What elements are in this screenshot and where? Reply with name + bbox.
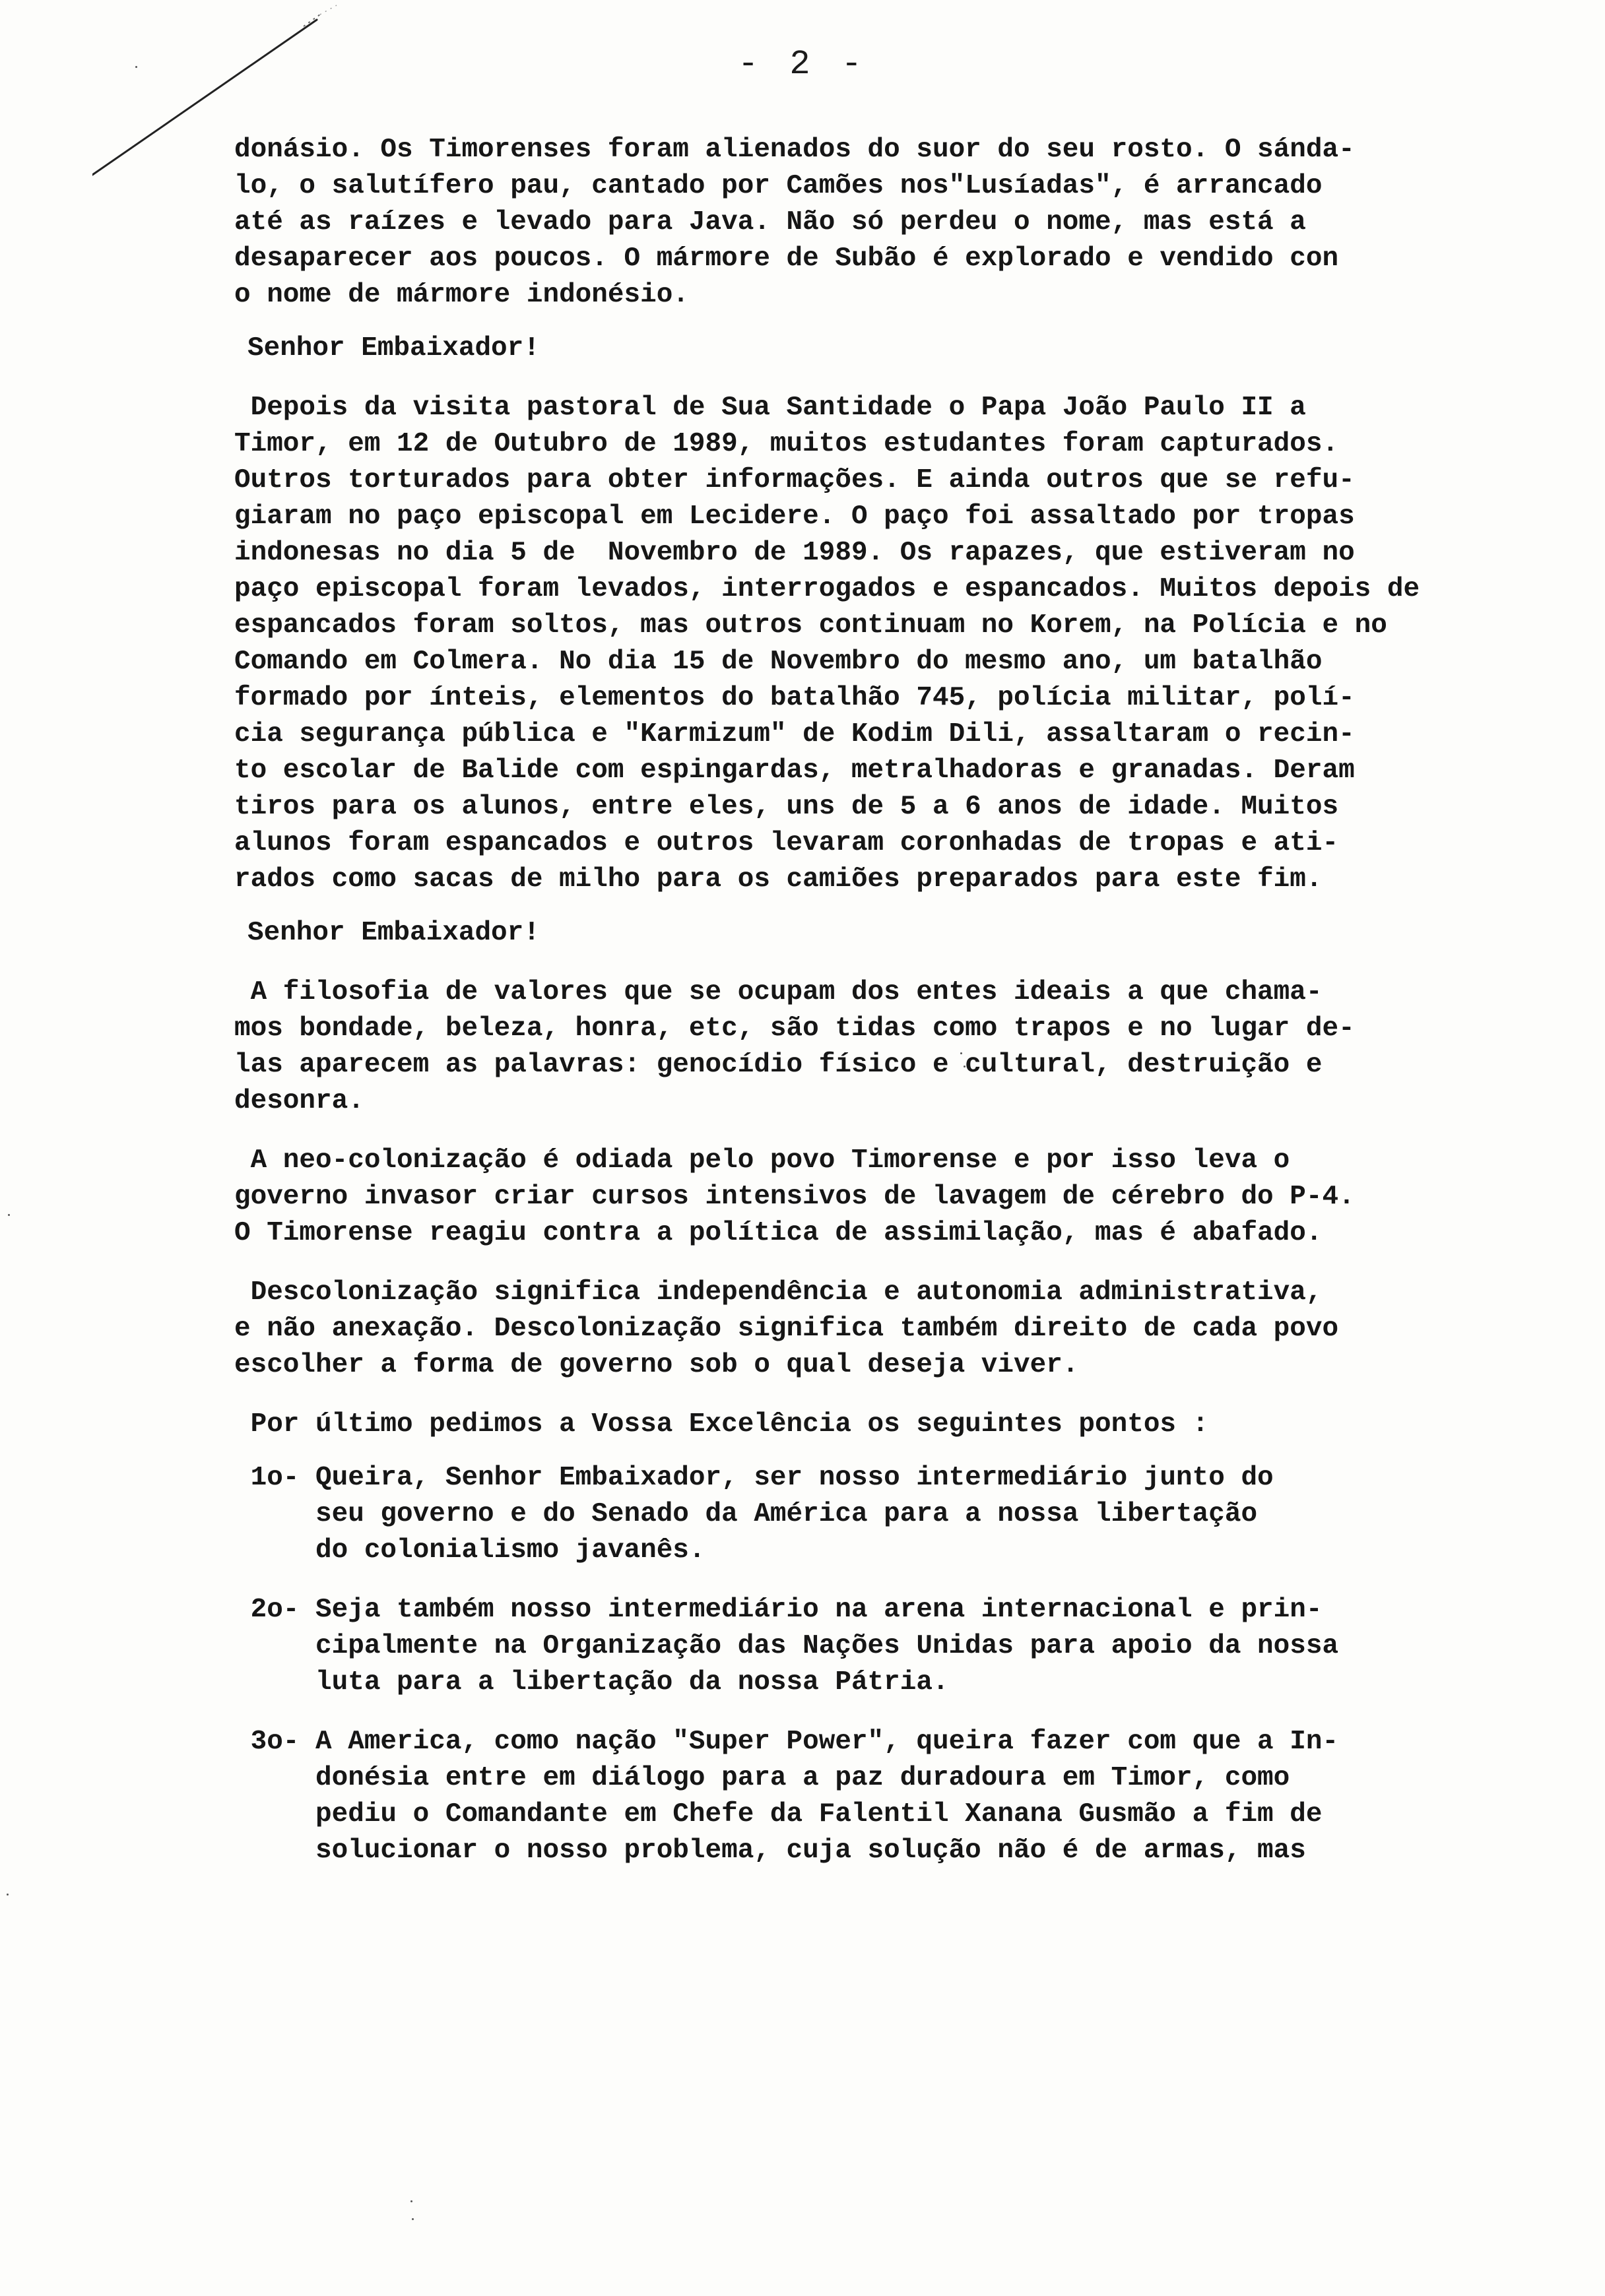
text-line: cia segurança pública e "Karmizum" de Kodim Dili, assaltaram o recin- xyxy=(234,719,1355,749)
text-line: lo, o salutífero pau, cantado por Camões nos"Lusíadas", é arrancado xyxy=(234,171,1323,201)
text-line: las aparecem as palavras: genocídio físico e cultural, destruição e xyxy=(234,1050,1323,1080)
text-line: indonesas no dia 5 de Novembro de 1989. Os rapazes, que estiveram no xyxy=(234,538,1355,568)
text-line: Comando em Colmera. No dia 15 de Novembro do mesmo ano, um batalhão xyxy=(234,647,1323,677)
letter-body xyxy=(234,132,1462,1869)
text-line: 1o- Queira, Senhor Embaixador, ser nosso intermediário junto do xyxy=(234,1463,1274,1493)
paragraph xyxy=(234,132,1462,313)
text-line: do colonialismo javanês. xyxy=(234,1535,705,1566)
text-line: desonra. xyxy=(234,1086,364,1116)
paragraph xyxy=(234,1407,1462,1443)
text-line: 3o- A America, como nação "Super Power", queira fazer com que a In- xyxy=(234,1727,1339,1757)
text-line: giaram no paço episcopal em Lecidere. O paço foi assaltado por tropas xyxy=(234,501,1355,532)
text-line: rados como sacas de milho para os camiões preparados para este fim. xyxy=(234,864,1323,895)
text-line: Descolonização significa independência e autonomia administrativa, xyxy=(234,1277,1323,1308)
text-line: paço episcopal foram levados, interrogados e espancados. Muitos depois de xyxy=(234,574,1420,604)
text-line: solucionar o nosso problema, cuja solução não é de armas, mas xyxy=(234,1835,1306,1866)
text-line: tiros para os alunos, entre eles, uns de 5 a 6 anos de idade. Muitos xyxy=(234,792,1339,822)
paragraph xyxy=(234,390,1462,898)
text-line: pediu o Comandante em Chefe da Falentil Xanana Gusmão a fim de xyxy=(234,1799,1323,1830)
scan-speck xyxy=(410,2200,412,2202)
text-line: mos bondade, beleza, honra, etc, são tidas como trapos e no lugar de- xyxy=(234,1013,1355,1044)
text-line: desaparecer aos poucos. O mármore de Subão é explorado e vendido con xyxy=(234,243,1339,274)
salutation xyxy=(247,915,1462,951)
text-line: Por último pedimos a Vossa Excelência os seguintes pontos : xyxy=(234,1409,1209,1440)
text-line: cipalmente na Organização das Nações Unidas para apoio da nossa xyxy=(234,1631,1339,1661)
text-line: escolher a forma de governo sob o qual deseja viver. xyxy=(234,1350,1079,1380)
text-line: to escolar de Balide com espingardas, metralhadoras e granadas. Deram xyxy=(234,755,1355,786)
list-item xyxy=(234,1724,1462,1869)
text-line: o nome de mármore indonésio. xyxy=(234,280,689,310)
scan-speck xyxy=(8,1214,10,1216)
text-line: espancados foram soltos, mas outros continuam no Korem, na Polícia e no xyxy=(234,610,1387,641)
list-item xyxy=(234,1460,1462,1569)
text-line: alunos foram espancados e outros levaram coronhadas de tropas e ati- xyxy=(234,828,1339,858)
page-number: - 2 - xyxy=(737,45,868,84)
paragraph xyxy=(234,1143,1462,1252)
text-line: formado por ínteis, elementos do batalhão 745, polícia militar, polí- xyxy=(234,683,1355,713)
paragraph xyxy=(234,1275,1462,1384)
text-line: donésia entre em diálogo para a paz duradoura em Timor, como xyxy=(234,1763,1290,1793)
text-line: A neo-colonização é odiada pelo povo Timorense e por isso leva o xyxy=(234,1145,1290,1176)
text-line: luta para a libertação da nossa Pátria. xyxy=(234,1667,949,1698)
paragraph xyxy=(234,974,1462,1120)
scan-speck xyxy=(7,1894,9,1896)
text-line: A filosofia de valores que se ocupam dos entes ideais a que chama- xyxy=(234,977,1323,1007)
text-line: Outros torturados para obter informações. E ainda outros que se refu- xyxy=(234,465,1355,495)
text-line: Senhor Embaixador! xyxy=(247,918,540,948)
text-line: 2o- Seja também nosso intermediário na arena internacional e prin- xyxy=(234,1595,1323,1625)
salutation xyxy=(247,331,1462,367)
text-line: donásio. Os Timorenses foram alienados do suor do seu rosto. O sánda- xyxy=(234,135,1355,165)
text-line: Depois da visita pastoral de Sua Santidade o Papa João Paulo II a xyxy=(234,393,1306,423)
text-line: seu governo e do Senado da América para a nossa libertação xyxy=(234,1499,1258,1529)
text-line: e não anexação. Descolonização significa também direito de cada povo xyxy=(234,1314,1339,1344)
scan-speck xyxy=(412,2218,414,2220)
text-line: Senhor Embaixador! xyxy=(247,333,540,364)
text-line: Timor, em 12 de Outubro de 1989, muitos estudantes foram capturados. xyxy=(234,429,1339,459)
text-line: O Timorense reagiu contra a política de assimilação, mas é abafado. xyxy=(234,1218,1323,1248)
list-item xyxy=(234,1592,1462,1701)
text-line: até as raízes e levado para Java. Não só perdeu o nome, mas está a xyxy=(234,207,1306,238)
text-line: governo invasor criar cursos intensivos de lavagem de cérebro do P-4. xyxy=(234,1182,1355,1212)
